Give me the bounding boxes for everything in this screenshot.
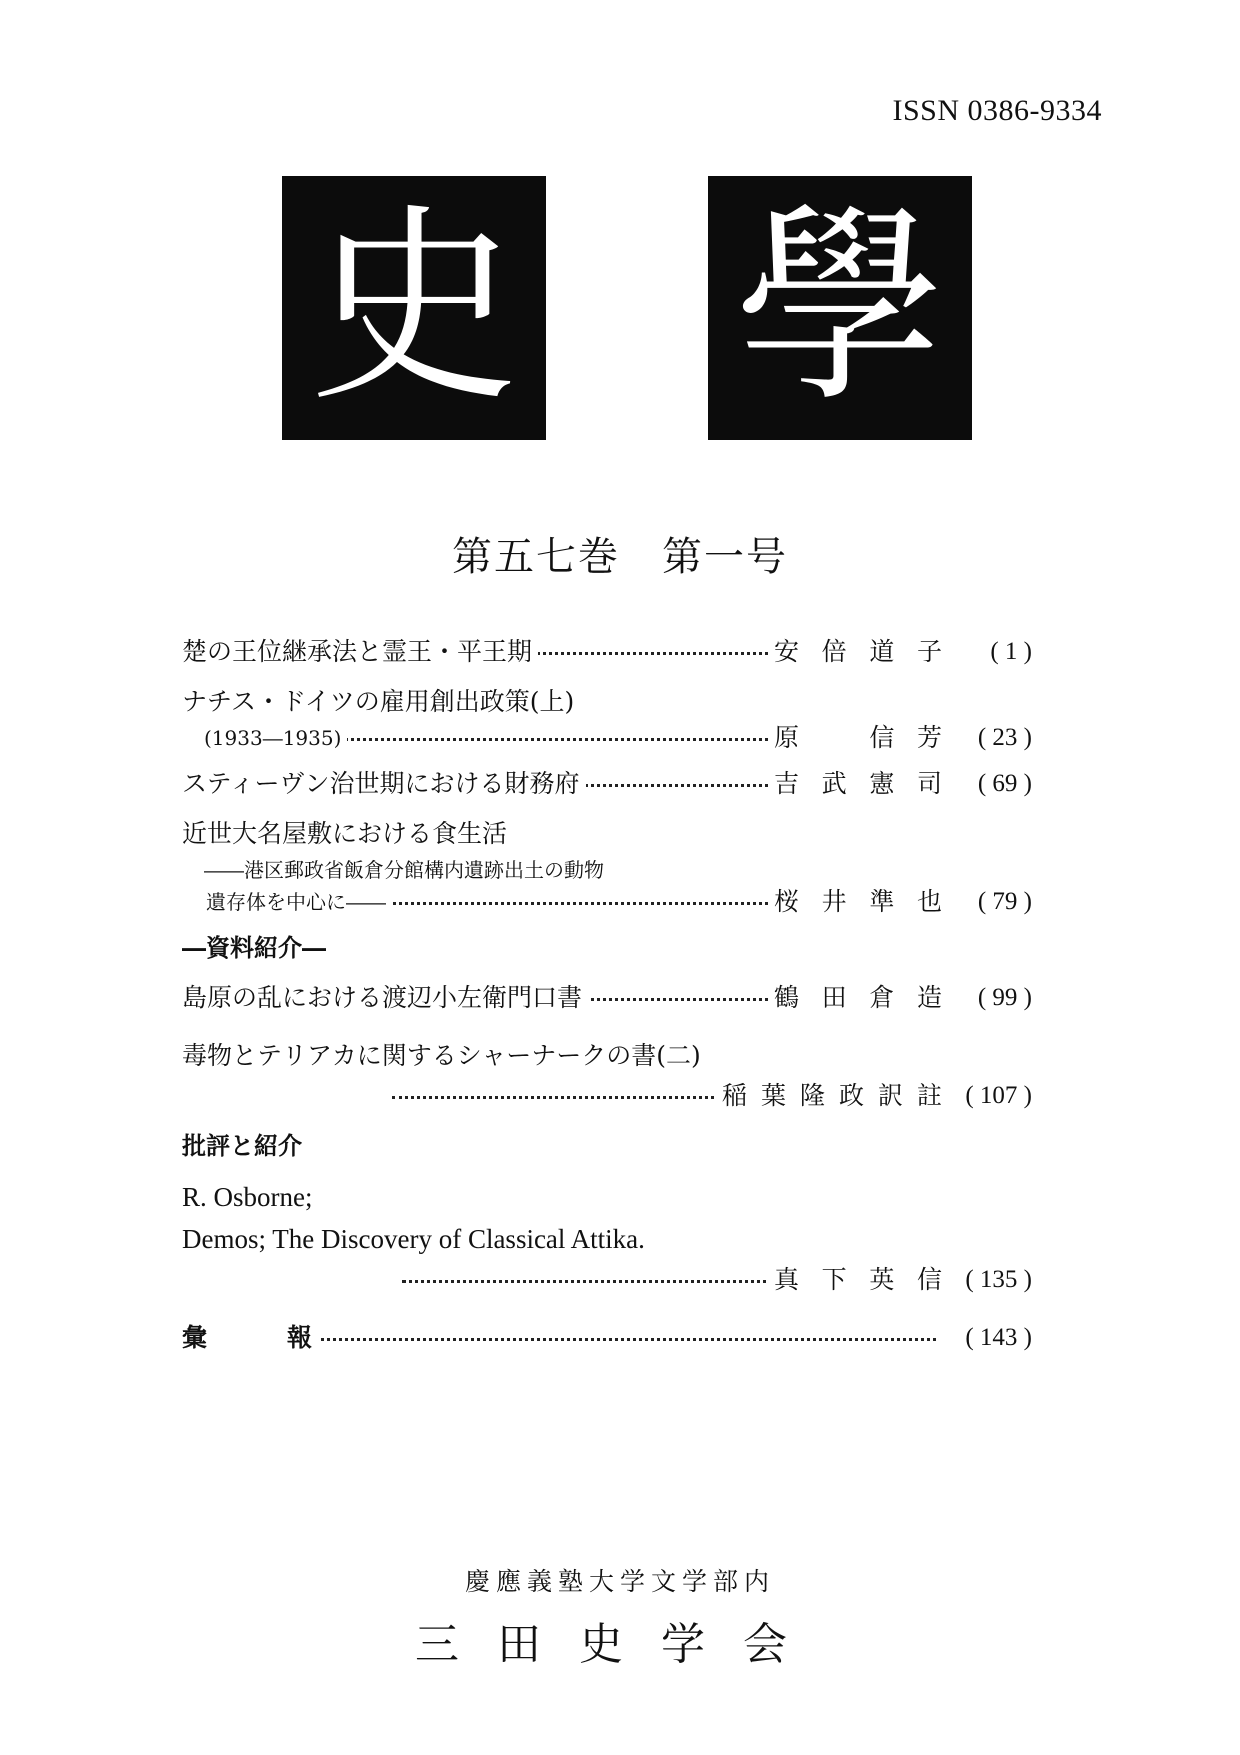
- toc-author: 鶴田倉造: [774, 983, 942, 1012]
- toc-entry-sub[interactable]: [392, 1076, 1032, 1116]
- publisher-address: 慶應義塾大学文学部内: [464, 1567, 775, 1596]
- toc-entry-title[interactable]: [182, 1036, 1032, 1076]
- toc-entry[interactable]: [182, 632, 1032, 672]
- toc-entry[interactable]: [182, 1318, 1032, 1358]
- toc-title-part: 報: [287, 1323, 313, 1352]
- toc-page: ( 1 ): [990, 638, 1032, 665]
- table-of-contents: [182, 632, 1032, 1358]
- volume-number: 第五七巻 第一号: [452, 534, 788, 580]
- title-char-2: 學: [734, 185, 945, 430]
- toc-title: ナチス・ドイツの雇用創出政策(上): [182, 682, 580, 722]
- toc-subtitle: ――港区郵政省飯倉分館構内遺跡出土の動物: [182, 854, 610, 886]
- review-book-title: Demos; The Discovery of Classical Attika.: [182, 1224, 645, 1254]
- section-heading-materials: ―資料紹介―: [182, 933, 326, 962]
- toc-entry-sub[interactable]: [182, 886, 1032, 918]
- toc-author: 桜井準也: [774, 887, 942, 916]
- toc-author: 原 信芳: [774, 723, 942, 752]
- toc-author: 稲葉隆政訳註: [722, 1081, 942, 1110]
- toc-title: スティーヴン治世期における財務府: [182, 764, 586, 804]
- toc-page: ( 69 ): [977, 770, 1032, 797]
- title-char-1: 史: [308, 185, 519, 430]
- toc-subtitle: (1933―1935): [182, 722, 347, 754]
- publisher-name: 三田史学会: [415, 1619, 825, 1670]
- issn-number: ISSN 0386-9334: [892, 94, 1102, 127]
- toc-title: 毒物とテリアカに関するシャーナークの書(二): [182, 1036, 707, 1076]
- toc-title: 島原の乱における渡辺小左衛門口書: [182, 978, 588, 1018]
- toc-entry-sub[interactable]: [402, 1260, 1032, 1300]
- toc-entry-title[interactable]: [182, 682, 1032, 722]
- review-author-line: R. Osborne;: [182, 1182, 313, 1212]
- toc-page: ( 99 ): [977, 984, 1032, 1011]
- toc-entry[interactable]: [182, 978, 1032, 1018]
- toc-page: ( 107 ): [965, 1082, 1032, 1109]
- toc-author: 安倍道子: [774, 637, 942, 666]
- toc-title: 近世大名屋敷における食生活: [182, 814, 513, 854]
- toc-page: ( 143 ): [965, 1324, 1032, 1351]
- toc-title-part: 彙: [182, 1323, 208, 1352]
- toc-entry-title[interactable]: [182, 814, 1032, 854]
- title-block-left: [282, 176, 546, 440]
- toc-page: ( 135 ): [965, 1266, 1032, 1293]
- toc-page: ( 79 ): [977, 888, 1032, 915]
- toc-author: 真下英信: [774, 1265, 942, 1294]
- section-heading-reviews: 批評と紹介: [182, 1131, 302, 1160]
- toc-entry-sub[interactable]: [182, 722, 1032, 754]
- toc-author: 吉武憲司: [774, 769, 942, 798]
- toc-title: 楚の王位継承法と霊王・平王期: [182, 632, 538, 672]
- toc-subtitle: 遺存体を中心に――: [182, 886, 392, 918]
- toc-entry[interactable]: [182, 764, 1032, 804]
- toc-page: ( 23 ): [977, 724, 1032, 751]
- title-block-right: [708, 176, 972, 440]
- toc-entry-sub: [182, 854, 1032, 886]
